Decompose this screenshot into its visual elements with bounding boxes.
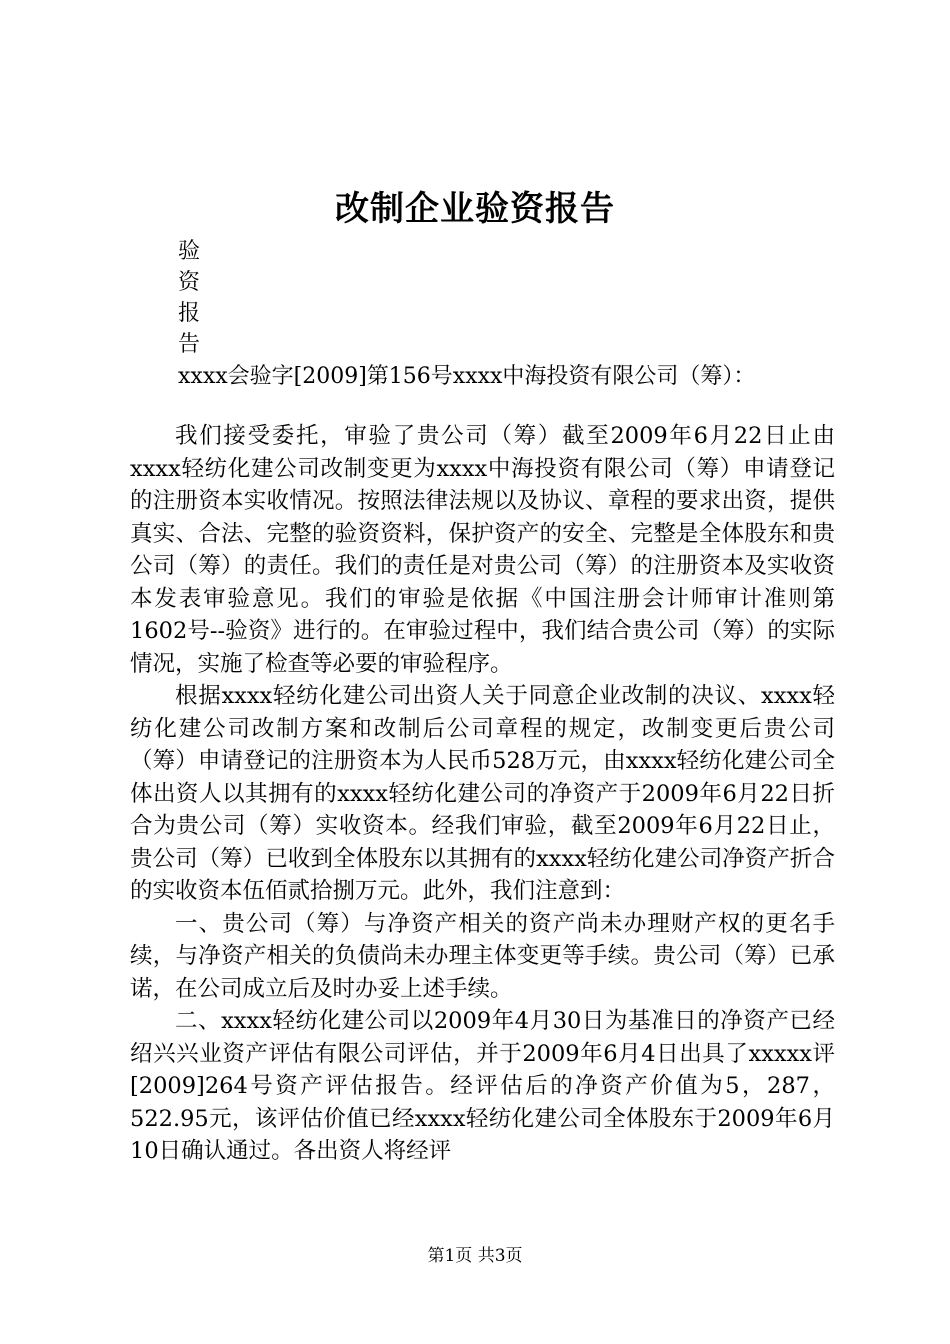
reference-line: xxxx会验字[2009]第156号xxxx中海投资有限公司（筹）： xyxy=(178,364,756,389)
paragraph: 二、xxxx轻纺化建公司以2009年4月30日为基准日的净资产已经绍兴兴业资产评估有限公司评估，并于2009年6月4日出具了xxxxx评[2009]264号资产评估报告。经评估后的净资产价值为5，287，522.95元，该评估价值已经xxxx轻纺化建公司全体股东于2009年6月10日确认通过。各出资人将经评 xyxy=(130,1008,835,1164)
page-footer: 第1页 共3页 xyxy=(427,1246,523,1266)
vertical-heading-char: 告 xyxy=(178,332,201,357)
document-title: 改制企业验资报告 xyxy=(335,189,615,229)
paragraph: 我们接受委托，审验了贵公司（筹）截至2009年6月22日止由xxxx轻纺化建公司改制变更为xxxx中海投资有限公司（筹）申请登记的注册资本实收情况。按照法律法规以及协议、章程的要求出资，提供真实、合法、完整的验资资料，保护资产的安全、完整是全体股东和贵公司（筹）的责任。我们的责任是对贵公司（筹）的注册资本及实收资本发表审验意见。我们的审验是依据《中国注册会计师审计准则第1602号--验资》进行的。在审验过程中，我们结合贵公司（筹）的实际情况，实施了检查等必要的审验程序。 xyxy=(130,423,835,677)
paragraph: 一、贵公司（筹）与净资产相关的资产尚未办理财产权的更名手续，与净资产相关的负债尚未办理主体变更等手续。贵公司（筹）已承诺，在公司成立后及时办妥上述手续。 xyxy=(130,910,835,1002)
vertical-heading-char: 验 xyxy=(178,239,201,264)
paragraph: 根据xxxx轻纺化建公司出资人关于同意企业改制的决议、xxxx轻纺化建公司改制方案和改制后公司章程的规定，改制变更后贵公司（筹）申请登记的注册资本为人民币528万元，由xxxx轻纺化建公司全体出资人以其拥有的xxxx轻纺化建公司的净资产于2009年6月22日折合为贵公司（筹）实收资本。经我们审验，截至2009年6月22日止，贵公司（筹）已收到全体股东以其拥有的xxxx轻纺化建公司净资产折合的实收资本伍佰贰拾捌万元。此外，我们注意到： xyxy=(130,683,835,904)
document-body xyxy=(130,420,835,1168)
vertical-heading-char: 资 xyxy=(178,270,201,295)
vertical-heading-char: 报 xyxy=(178,301,201,326)
vertical-heading xyxy=(178,236,218,360)
